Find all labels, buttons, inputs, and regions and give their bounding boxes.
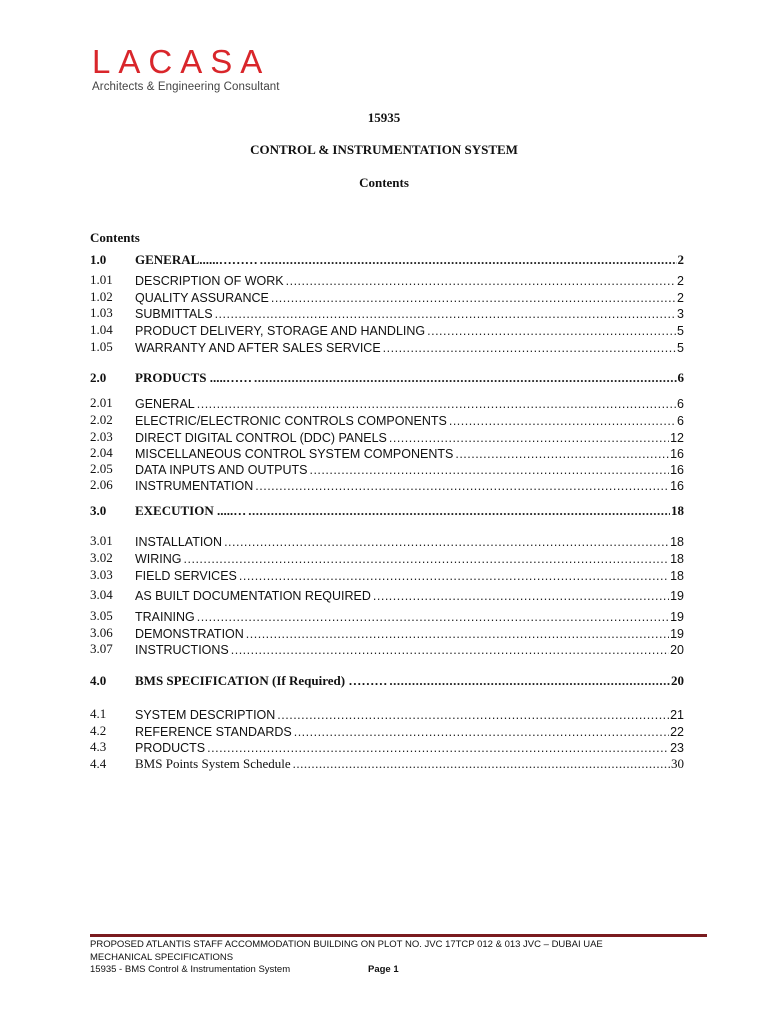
toc-entry[interactable] <box>90 412 684 428</box>
toc-entry-number: 4.3 <box>90 739 107 754</box>
toc-entry[interactable] <box>90 587 684 603</box>
company-logo <box>92 44 280 93</box>
toc-dot-leader <box>239 569 669 583</box>
toc-entry-title: WIRING <box>135 552 182 566</box>
toc-entry-number: 2.01 <box>90 395 113 410</box>
logo-tagline: Architects & Engineering Consultant <box>92 81 280 93</box>
toc-entry-title: DESCRIPTION OF WORK <box>135 274 284 288</box>
toc-entry-page: 30 <box>671 756 684 771</box>
toc-entry-page: 16 <box>670 479 684 493</box>
toc-entry-number: 2.06 <box>90 477 113 492</box>
toc-entry[interactable] <box>90 272 684 288</box>
toc-entry-page: 6 <box>677 370 684 385</box>
toc-entry-page: 5 <box>677 341 684 355</box>
toc-entry[interactable] <box>90 641 684 657</box>
toc-dot-leader <box>271 291 676 305</box>
toc-entry-number: 1.0 <box>90 252 107 267</box>
toc-dot-leader <box>246 627 669 641</box>
toc-entry[interactable] <box>90 305 684 321</box>
toc-dot-leader <box>286 274 676 288</box>
toc-entry[interactable] <box>90 445 684 461</box>
footer-page-number: Page 1 <box>368 964 399 975</box>
toc-dot-leader <box>309 463 669 477</box>
toc-entry-title: MISCELLANEOUS CONTROL SYSTEM COMPONENTS <box>135 447 454 461</box>
toc-entry-page: 6 <box>677 414 684 428</box>
document-title: CONTROL & INSTRUMENTATION SYSTEM <box>250 142 518 157</box>
toc-entry-title: INSTRUCTIONS <box>135 643 229 657</box>
toc-entry-title: BMS Points System Schedule <box>135 756 291 771</box>
toc-entry-title: DEMONSTRATION <box>135 627 244 641</box>
toc-entry-page: 3 <box>677 307 684 321</box>
toc-entry-page: 2 <box>677 252 684 267</box>
toc-entry-number: 1.04 <box>90 322 113 337</box>
toc-dot-leader <box>427 324 676 338</box>
toc-dot-leader <box>277 708 669 722</box>
toc-entry-number: 2.03 <box>90 429 113 444</box>
toc-entry-page: 18 <box>670 535 684 549</box>
toc-entry[interactable] <box>90 429 684 445</box>
toc-entry[interactable] <box>90 739 684 755</box>
toc-entry-number: 3.0 <box>90 503 107 518</box>
toc-entry-title: INSTALLATION <box>135 535 223 549</box>
toc-entry[interactable] <box>90 533 684 549</box>
footer-project: PROPOSED ATLANTIS STAFF ACCOMMODATION BUILDING ON PLOT NO. JVC 17TCP 012 & 013 JVC – DUBAI UAE <box>90 939 603 950</box>
toc-entry-title: PRODUCTS <box>135 741 206 755</box>
toc-dot-leader <box>184 552 670 566</box>
toc-entry-title: GENERAL......……… <box>135 252 258 267</box>
toc-entry-number: 1.05 <box>90 339 113 354</box>
toc-entry-title: DATA INPUTS AND OUTPUTS <box>135 463 308 477</box>
toc-entry-title: SUBMITTALS <box>135 307 213 321</box>
toc-entry[interactable] <box>90 706 684 722</box>
toc-entry-number: 3.05 <box>90 608 113 623</box>
toc-entry-title: QUALITY ASSURANCE <box>135 291 269 305</box>
toc-entry-title: INSTRUMENTATION <box>135 479 254 493</box>
toc-dot-leader <box>293 756 670 772</box>
toc-entry-number: 3.01 <box>90 533 113 548</box>
toc-entry[interactable] <box>90 756 684 772</box>
toc-entry-page: 20 <box>671 673 684 688</box>
toc-entry-number: 4.0 <box>90 673 107 688</box>
toc-entry[interactable] <box>90 567 684 583</box>
toc-entry-title: FIELD SERVICES <box>135 569 237 583</box>
toc-dot-leader <box>254 370 676 386</box>
toc-entry[interactable] <box>90 370 684 386</box>
toc-entry-title: EXECUTION .....… <box>135 503 247 518</box>
toc-entry-title: BMS SPECIFICATION (If Required) ……… <box>135 673 388 688</box>
toc-dot-leader <box>197 397 676 411</box>
toc-entry-title: PRODUCTS .....…… <box>135 370 253 385</box>
toc-entry-page: 16 <box>670 463 684 477</box>
toc-entry-number: 3.04 <box>90 587 113 602</box>
toc-entry[interactable] <box>90 550 684 566</box>
footer-divider <box>90 934 707 937</box>
toc-entry-number: 3.07 <box>90 641 113 656</box>
toc-entry-page: 6 <box>677 397 684 411</box>
toc-entry-title: DIRECT DIGITAL CONTROL (DDC) PANELS <box>135 431 387 445</box>
toc-entry-page: 23 <box>670 741 684 755</box>
toc-entry-number: 2.0 <box>90 370 107 385</box>
footer-section: MECHANICAL SPECIFICATIONS <box>90 951 234 963</box>
toc-entry-page: 2 <box>677 274 684 288</box>
toc-entry-page: 5 <box>677 324 684 338</box>
toc-entry[interactable] <box>90 477 684 493</box>
toc-entry-number: 3.03 <box>90 567 113 582</box>
toc-entry[interactable] <box>90 322 684 338</box>
toc-entry[interactable] <box>90 608 684 624</box>
toc-entry-title: WARRANTY AND AFTER SALES SERVICE <box>135 341 381 355</box>
toc-entry-page: 19 <box>670 610 684 624</box>
toc-entry-number: 4.2 <box>90 723 107 738</box>
toc-entry-title: TRAINING <box>135 610 195 624</box>
toc-entry[interactable] <box>90 289 684 305</box>
toc-entry-title: PRODUCT DELIVERY, STORAGE AND HANDLING <box>135 324 426 338</box>
toc-entry[interactable] <box>90 503 684 519</box>
toc-dot-leader <box>383 341 676 355</box>
toc-dot-leader <box>215 307 676 321</box>
toc-entry-page: 19 <box>670 589 684 603</box>
toc-entry[interactable] <box>90 723 684 739</box>
toc-entry-page: 18 <box>671 503 684 518</box>
toc-entry-number: 3.06 <box>90 625 113 640</box>
toc-entry-page: 21 <box>670 708 684 722</box>
toc-entry-title: AS BUILT DOCUMENTATION REQUIRED <box>135 589 371 603</box>
toc-entry-page: 12 <box>670 431 684 445</box>
toc-entry-page: 2 <box>677 291 684 305</box>
toc-dot-leader <box>255 479 669 493</box>
toc-entry-title: REFERENCE STANDARDS <box>135 725 292 739</box>
footer-document: 15935 - BMS Control & Instrumentation System <box>90 964 291 975</box>
toc-entry-number: 4.4 <box>90 756 107 771</box>
toc-entry[interactable] <box>90 673 684 689</box>
logo-wordmark: LACASA <box>92 43 271 80</box>
toc-entry-number: 1.02 <box>90 289 113 304</box>
toc-dot-leader <box>224 535 669 549</box>
toc-dot-leader <box>231 643 669 657</box>
toc-entry-number: 4.1 <box>90 706 107 721</box>
toc-entry[interactable] <box>90 339 684 355</box>
toc-entry[interactable] <box>90 395 684 411</box>
toc-entry-number: 2.04 <box>90 445 113 460</box>
page-footer <box>90 939 710 977</box>
toc-entry-number: 2.05 <box>90 461 113 476</box>
toc-dot-leader <box>449 414 676 428</box>
toc-entry-page: 19 <box>670 627 684 641</box>
toc-dot-leader <box>260 252 677 268</box>
toc-dot-leader <box>294 725 669 739</box>
toc-entry-title: ELECTRIC/ELECTRONIC CONTROLS COMPONENTS <box>135 414 447 428</box>
toc-entry-page: 22 <box>670 725 684 739</box>
toc-entry-number: 3.02 <box>90 550 113 565</box>
toc-entry-page: 16 <box>670 447 684 461</box>
toc-heading: Contents <box>90 230 140 245</box>
toc-entry-title: GENERAL <box>135 397 195 411</box>
toc-dot-leader <box>207 741 669 755</box>
toc-entry-number: 2.02 <box>90 412 113 427</box>
toc-entry-page: 18 <box>670 552 684 566</box>
document-number: 15935 <box>367 110 401 125</box>
toc-entry-number: 1.03 <box>90 305 113 320</box>
toc-entry-number: 1.01 <box>90 272 113 287</box>
toc-dot-leader <box>248 503 670 519</box>
toc-entry-page: 20 <box>670 643 684 657</box>
document-subtitle: Contents <box>359 175 409 190</box>
toc-dot-leader <box>373 589 669 603</box>
toc-entry[interactable] <box>90 625 684 641</box>
toc-dot-leader <box>389 673 670 689</box>
toc-entry[interactable] <box>90 252 684 268</box>
toc-entry-page: 18 <box>670 569 684 583</box>
toc-dot-leader <box>197 610 669 624</box>
toc-dot-leader <box>455 447 669 461</box>
toc-entry-title: SYSTEM DESCRIPTION <box>135 708 276 722</box>
toc-dot-leader <box>389 431 669 445</box>
toc-entry[interactable] <box>90 461 684 477</box>
